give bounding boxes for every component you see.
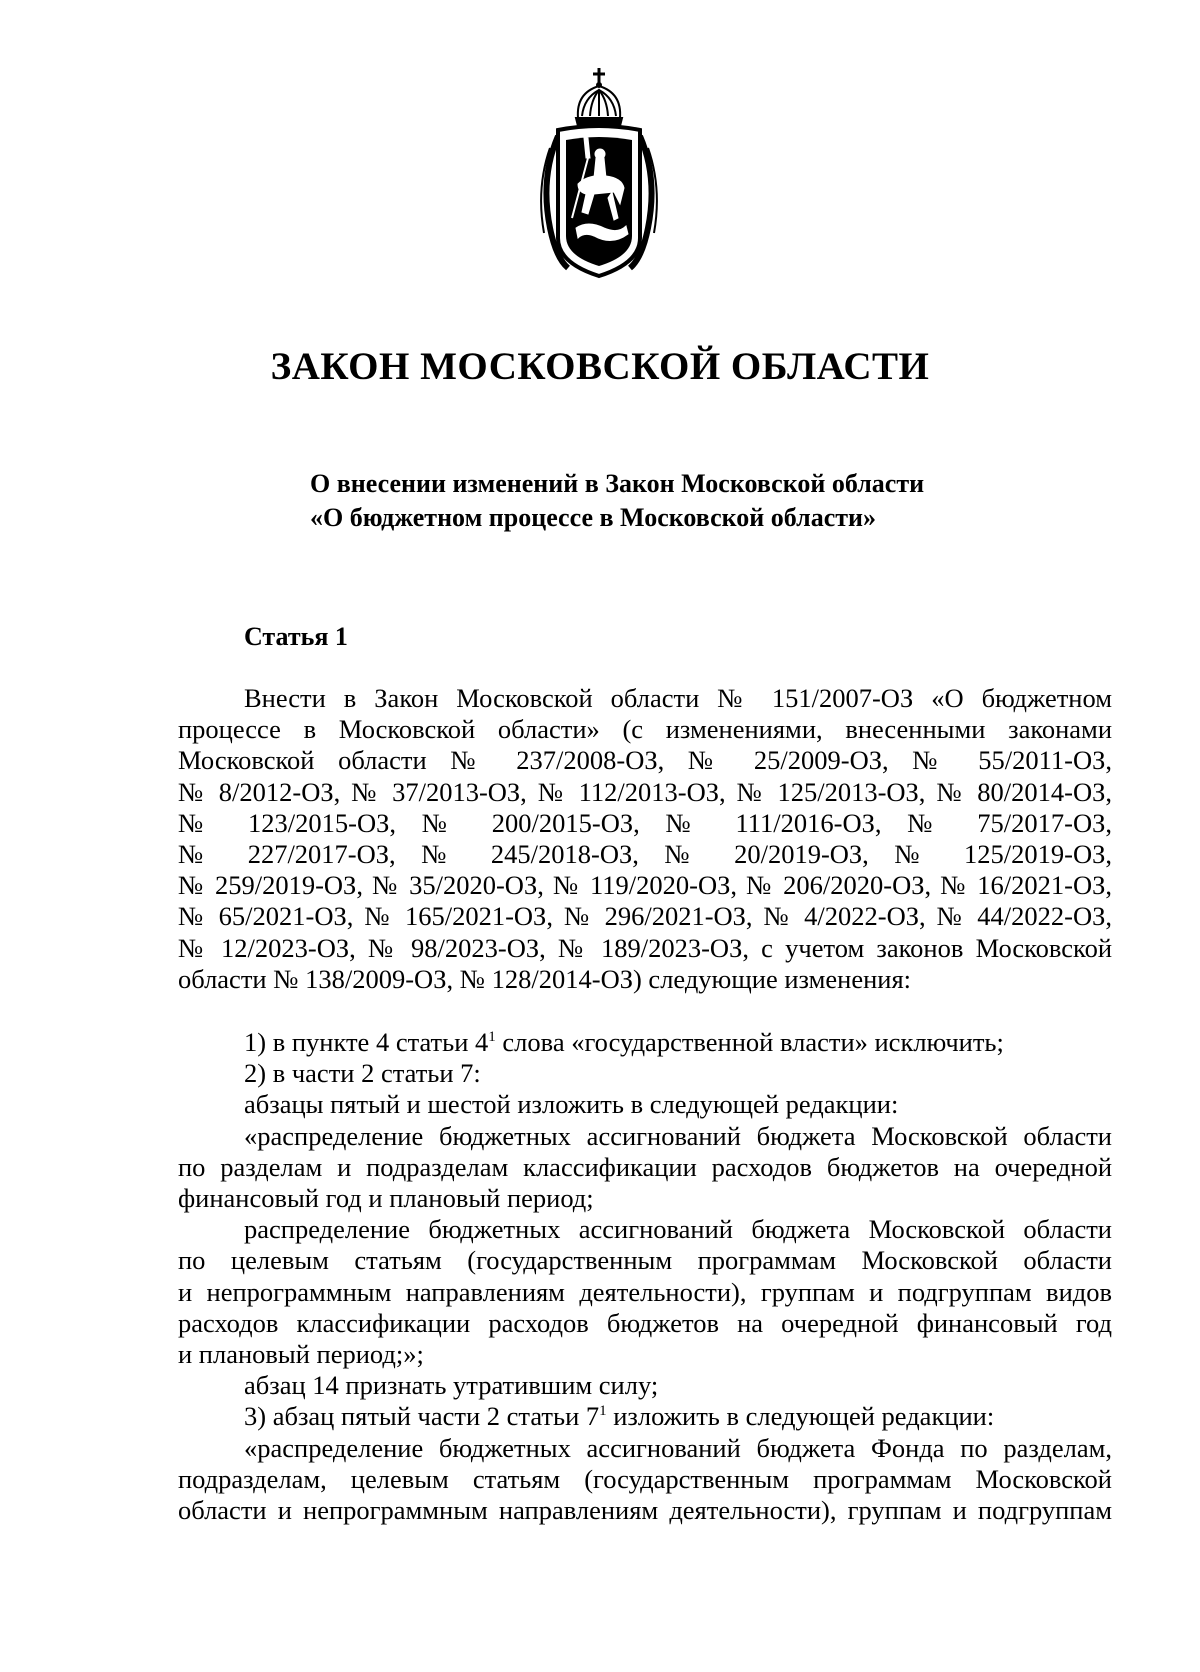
- paragraph-line: Внести в Закон Московской области № 151/2007-ОЗ «О бюджетном: [244, 683, 1112, 713]
- paragraph-line: № 123/2015-ОЗ, № 200/2015-ОЗ, № 111/2016-ОЗ, № 75/2017-ОЗ,: [178, 807, 1112, 838]
- quote-line: расходов классификации расходов бюджетов на очередной финансовый год: [178, 1307, 1112, 1338]
- quote-line: «распределение бюджетных ассигнований бюджета Фонда по разделам,: [244, 1432, 1112, 1463]
- amendments-list: [178, 1027, 1112, 1526]
- paragraph-line: Московской области № 237/2008-ОЗ, № 25/2009-ОЗ, № 55/2011-ОЗ,: [178, 745, 1112, 776]
- article-intro: [178, 683, 1112, 995]
- paragraph-line: № 12/2023-ОЗ, № 98/2023-ОЗ, № 189/2023-ОЗ, с учетом законов Московской: [178, 932, 1112, 963]
- superscript: 1: [599, 1403, 607, 1420]
- subtitle-line: «О бюджетном процессе в Московской области»: [310, 503, 877, 532]
- amendment-item-2: 2) в части 2 статьи 7:: [244, 1058, 481, 1089]
- document-title: ЗАКОН МОСКОВСКОЙ ОБЛАСТИ: [270, 345, 930, 388]
- subtitle-line: О внесении изменений в Закон Московской области: [310, 469, 925, 498]
- quote-line: области и непрограммным направлениям деятельности), группам и подгруппам: [178, 1495, 1112, 1526]
- quote-line: и плановый период;»;: [178, 1339, 424, 1370]
- paragraph-line: № 227/2017-ОЗ, № 245/2018-ОЗ, № 20/2019-ОЗ, № 125/2019-ОЗ,: [178, 839, 1112, 870]
- paragraph-line: процессе в Московской области» (с изменениями, внесенными законами: [178, 714, 1112, 745]
- quote-line: финансовый год и плановый период;: [178, 1183, 594, 1214]
- quote-line: и непрограммным направлениям деятельности), группам и подгруппам видов: [178, 1276, 1112, 1307]
- paragraph-line: области № 138/2009-ОЗ, № 128/2014-ОЗ) следующие изменения:: [178, 963, 911, 994]
- amendment-item-2-a: абзацы пятый и шестой изложить в следующей редакции:: [244, 1089, 899, 1120]
- coat-of-arms-emblem: [528, 58, 670, 286]
- quote-line: распределение бюджетных ассигнований бюджета Московской области: [244, 1214, 1112, 1245]
- quote-line: подразделам, целевым статьям (государственным программам Московской: [178, 1463, 1112, 1494]
- paragraph-line: № 259/2019-ОЗ, № 35/2020-ОЗ, № 119/2020-ОЗ, № 206/2020-ОЗ, № 16/2021-ОЗ,: [178, 870, 1112, 901]
- paragraph-line: № 8/2012-ОЗ, № 37/2013-ОЗ, № 112/2013-ОЗ, № 125/2013-ОЗ, № 80/2014-ОЗ,: [178, 776, 1112, 807]
- superscript: 1: [488, 1029, 496, 1045]
- article-heading: Статья 1: [244, 622, 348, 651]
- amendment-item-3: 3) абзац пятый части 2 статьи $7^1$ изложить в следующей редакции:: [244, 1401, 995, 1432]
- quote-line: по разделам и подразделам классификации расходов бюджетов на очередной: [178, 1151, 1112, 1182]
- amendment-item-1: 1) в пункте 4 статьи $4^1$ слова «государственной власти» исключить;: [244, 1027, 1004, 1057]
- quote-line: по целевым статьям (государственным программам Московской области: [178, 1245, 1112, 1276]
- paragraph-line: № 65/2021-ОЗ, № 165/2021-ОЗ, № 296/2021-ОЗ, № 4/2022-ОЗ, № 44/2022-ОЗ,: [178, 901, 1112, 932]
- document-subtitle: [310, 467, 924, 535]
- amendment-item-2-b: абзац 14 признать утратившим силу;: [244, 1370, 659, 1401]
- quote-line: «распределение бюджетных ассигнований бюджета Московской области: [244, 1120, 1112, 1151]
